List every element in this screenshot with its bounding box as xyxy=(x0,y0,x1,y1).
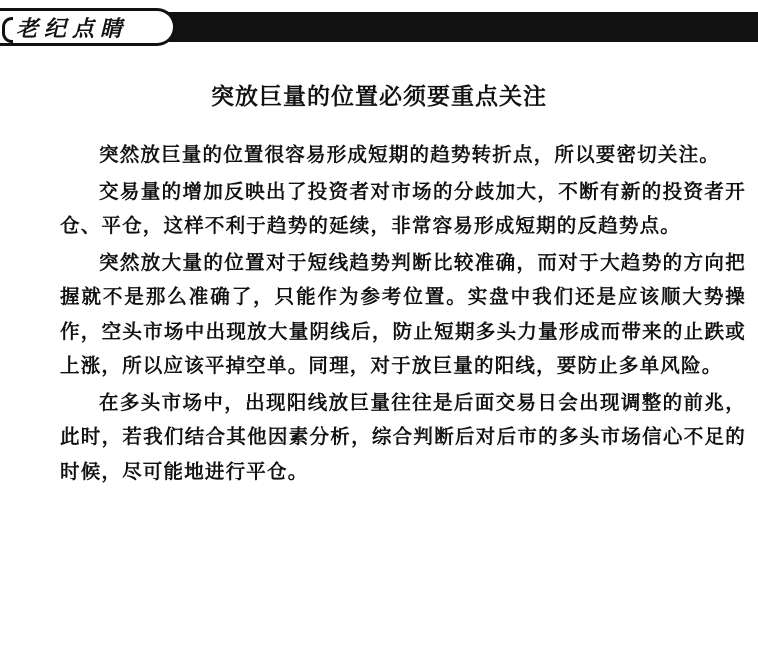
section-title: 老纪点睛 xyxy=(16,16,129,42)
paragraph: 在多头市场中，出现阳线放巨量往往是后面交易日会出现调整的前兆，此时，若我们结合其他因素分析，综合判断后对后市的多头市场信心不足的时候，尽可能地进行平仓。 xyxy=(60,390,746,483)
article-body xyxy=(60,138,746,491)
paragraph: 突然放巨量的位置很容易形成短期的趋势转折点，所以要密切关注。 xyxy=(99,143,721,166)
paragraph: 交易量的增加反映出了投资者对市场的分歧加大，不断有新的投资者开仓、平仓，这样不利于趋势的延续，非常容易形成短期的反趋势点。 xyxy=(60,179,746,237)
article-title: 突放巨量的位置必须要重点关注 xyxy=(211,84,547,110)
section-header xyxy=(0,0,758,50)
header-tab xyxy=(0,8,176,46)
paragraph: 突然放大量的位置对于短线趋势判断比较准确，而对于大趋势的方向把握就不是那么准确了，只能作为参考位置。实盘中我们还是应该顺大势操作，空头市场中出现放大量阴线后，防止短期多头力量形成而带来的止跌或上涨，所以应该平掉空单。同理，对于放巨量的阳线，要防止多单风险。 xyxy=(60,250,746,377)
header-bracket-decoration xyxy=(2,17,13,43)
